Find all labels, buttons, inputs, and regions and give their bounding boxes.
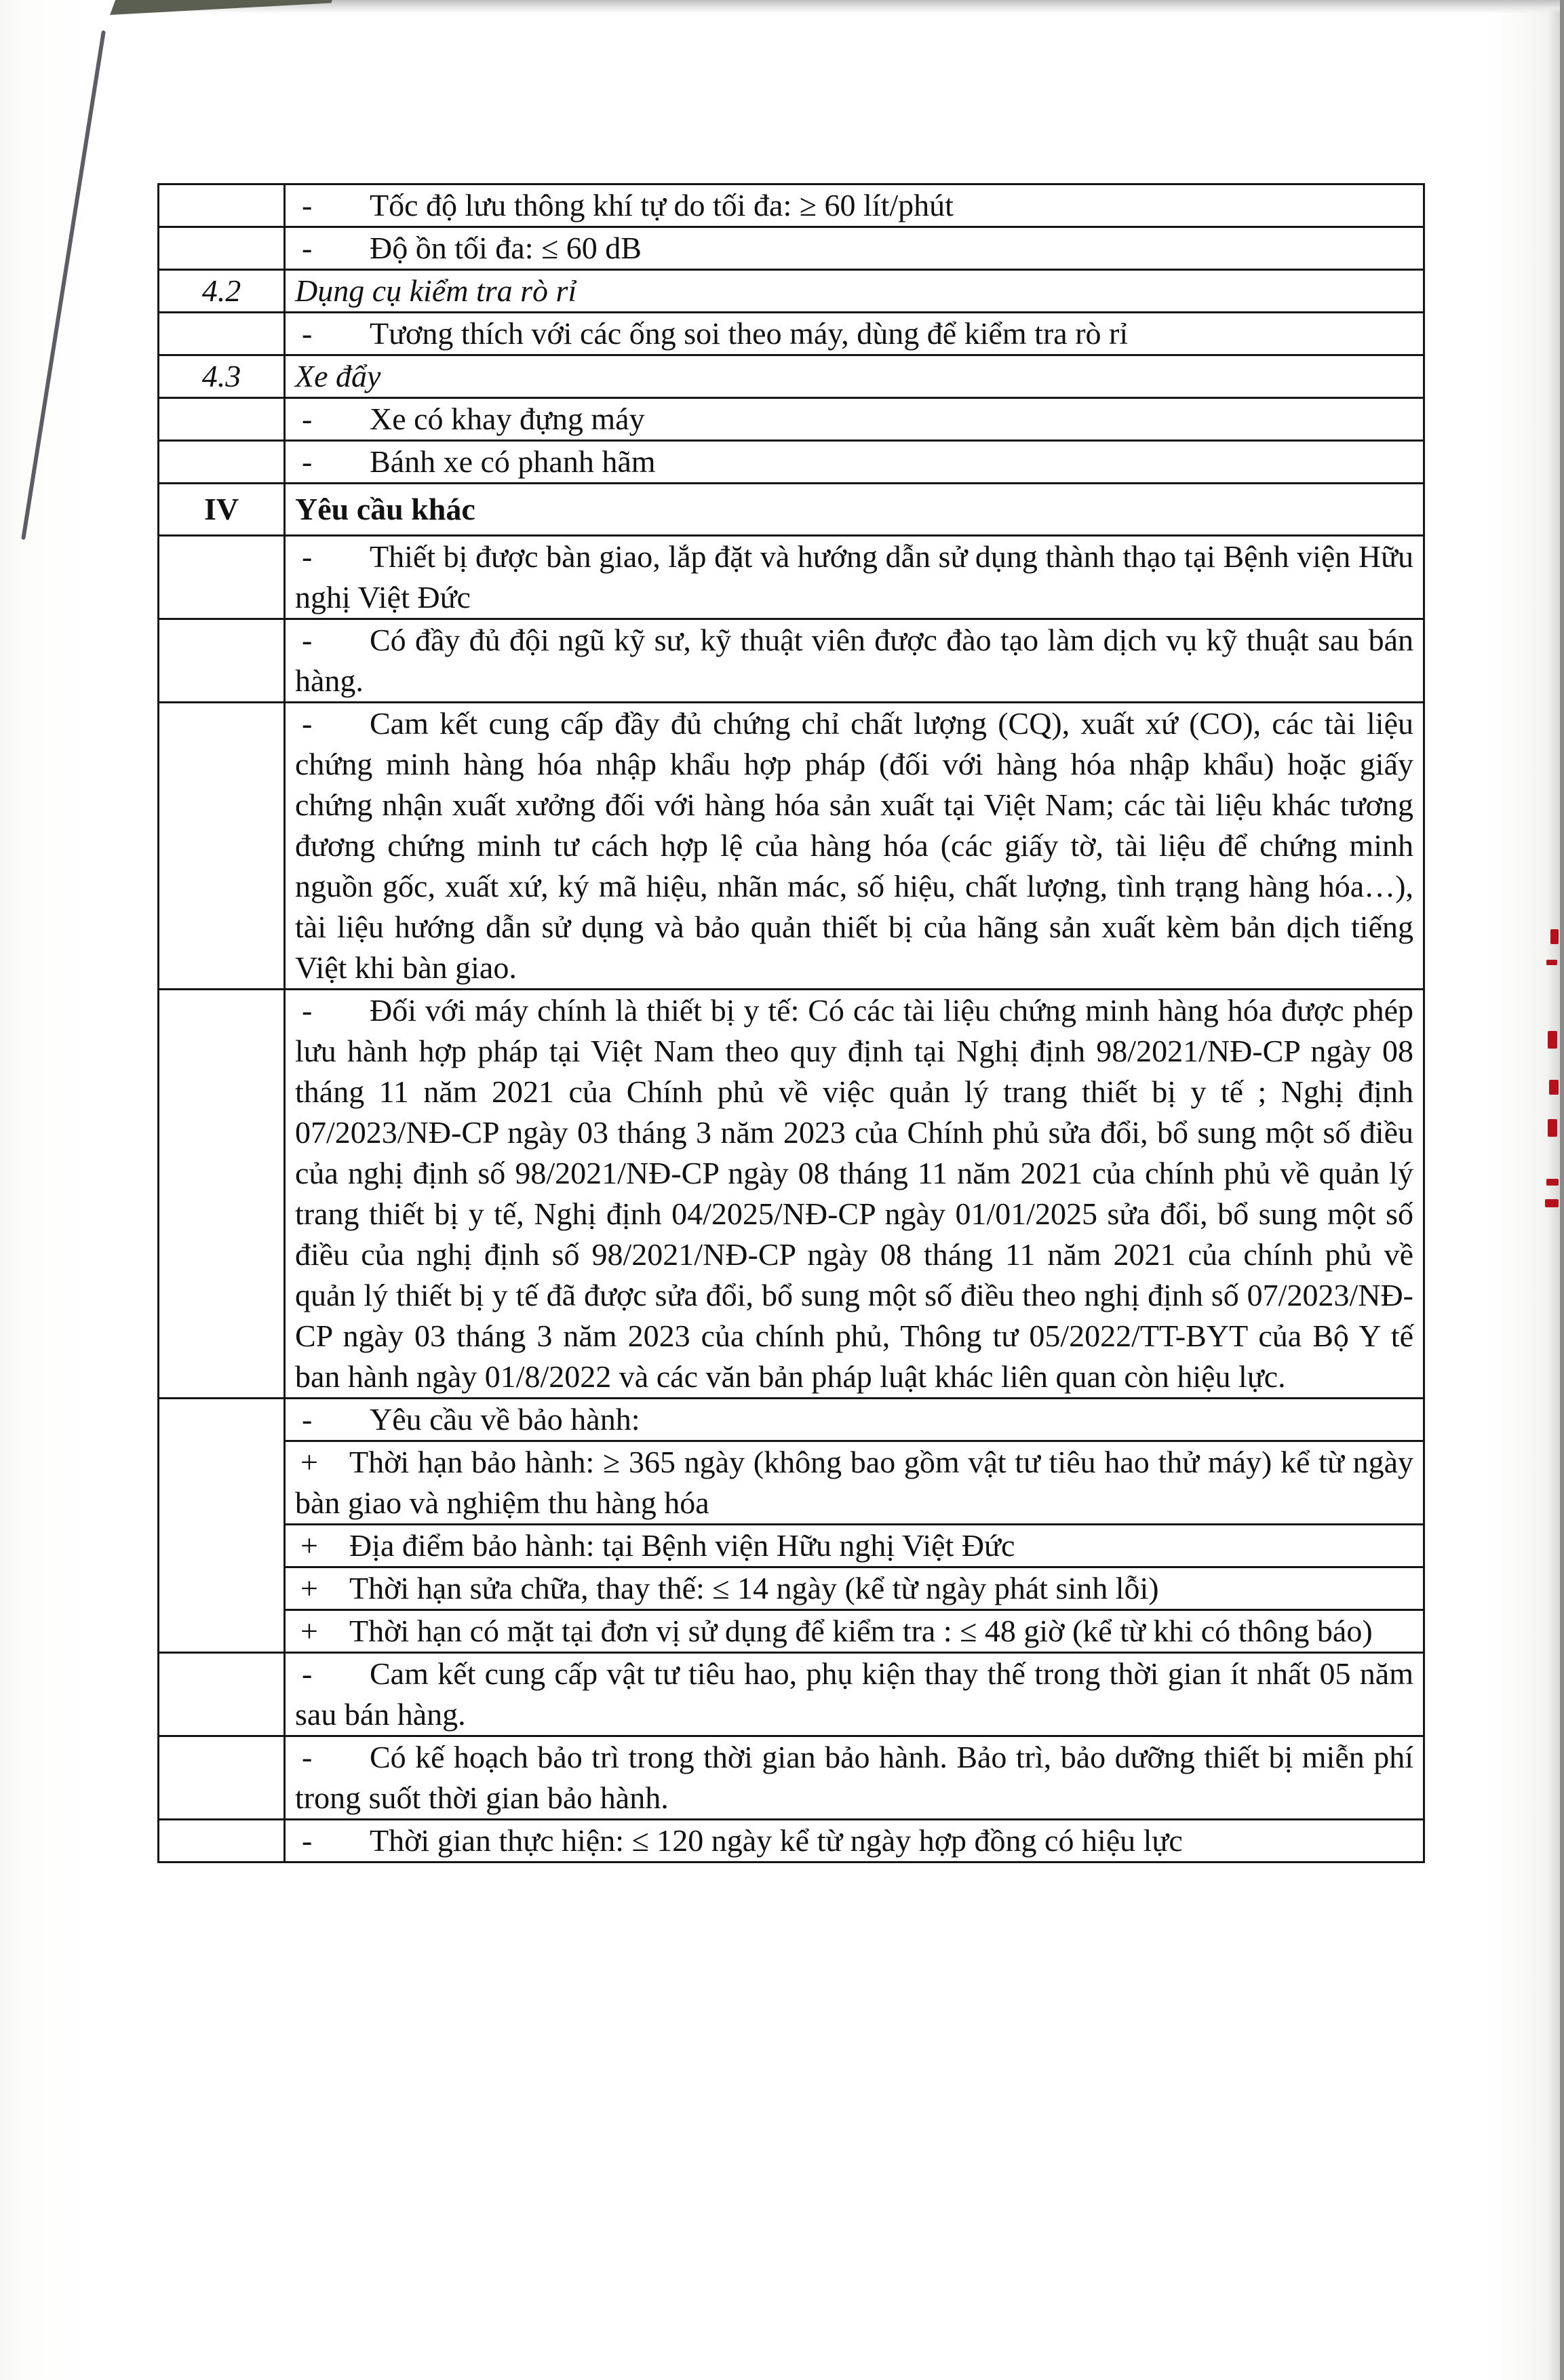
table-row xyxy=(159,1653,1424,1736)
dash-marker: - xyxy=(302,1823,313,1858)
row-text-cell xyxy=(285,1441,1424,1525)
table-row xyxy=(159,536,1424,619)
dash-marker: - xyxy=(302,402,313,436)
row-number-cell xyxy=(159,184,285,227)
row-text-cell xyxy=(285,536,1424,619)
table-row-warranty xyxy=(159,1567,1424,1610)
row-number-cell xyxy=(159,619,285,703)
item-number: 4.2 xyxy=(159,270,285,313)
requirement-engineers: Có đầy đủ đội ngũ kỹ sư, kỹ thuật viên được đào tạo làm dịch vụ kỹ thuật sau bán hàng. xyxy=(295,623,1413,698)
row-number-cell xyxy=(159,227,285,270)
row-text-cell xyxy=(285,619,1424,703)
table-row-subheading xyxy=(159,355,1424,398)
row-number-cell xyxy=(159,398,285,441)
section-number: IV xyxy=(159,484,285,536)
requirement-certificates: Cam kết cung cấp đầy đủ chứng chỉ chất lượng (CQ), xuất xứ (CO), các tài liệu chứng minh hàng hóa nhập khẩu hợp pháp (đối với hàng hóa nhập khẩu) hoặc giấy chứng nhận xuất xưởng đối với hàng hóa sản xuất tại Việt Nam; các tài liệu khác tương đương chứng minh tư cách hợp lệ của hàng hóa (các giấy tờ, tài liệu để chứng minh nguồn gốc, xuất xứ, ký mã hiệu, nhãn mác, số hiệu, chất lượng, tình trạng hàng hóa…), tài liệu hướng dẫn sử dụng và bảo quản thiết bị của hãng sản xuất kèm bản dịch tiếng Việt khi bàn giao. xyxy=(295,706,1413,985)
row-text-cell xyxy=(285,1653,1424,1736)
dash-marker: - xyxy=(302,316,313,351)
requirement-delivery-time: Thời gian thực hiện: ≤ 120 ngày kể từ ngày hợp đồng có hiệu lực xyxy=(370,1823,1183,1858)
item-number: 4.3 xyxy=(159,355,285,398)
dash-marker: - xyxy=(302,1402,313,1437)
table-row xyxy=(159,1399,1424,1441)
subheading-leak-tester: Dụng cụ kiểm tra rò rỉ xyxy=(285,270,1424,313)
row-text-cell xyxy=(285,184,1424,227)
row-text-cell xyxy=(285,441,1424,484)
row-text-cell xyxy=(285,227,1424,270)
table-row-warranty xyxy=(159,1441,1424,1525)
row-number-cell xyxy=(159,703,285,990)
table-row-subheading xyxy=(159,270,1424,313)
row-text-cell xyxy=(285,1820,1424,1862)
plus-marker: + xyxy=(300,1614,318,1648)
table-row xyxy=(159,441,1424,484)
table-row xyxy=(159,227,1424,270)
row-number-cell xyxy=(159,1653,285,1736)
row-text-cell xyxy=(285,1399,1424,1441)
row-number-cell xyxy=(159,1736,285,1820)
requirement-legal-documents: Đối với máy chính là thiết bị y tế: Có các tài liệu chứng minh hàng hóa được phép lưu hành hợp pháp tại Việt Nam theo quy định tại Nghị định 98/2021/NĐ-CP ngày 08 tháng 11 năm 2021 của Chính phủ về việc quản lý trang thiết bị y tế ; Nghị định 07/2023/NĐ-CP ngày 03 tháng 3 năm 2023 của Chính phủ sửa đổi, bổ sung một số điều của nghị định số 98/2021/NĐ-CP ngày 08 tháng 11 năm 2021 của chính phủ về quản lý trang thiết bị y tế, Nghị định 04/2025/NĐ-CP ngày 01/01/2025 sửa đổi, bổ sung một số điều của nghị định số 98/2021/NĐ-CP ngày 08 tháng 11 năm 2021 của chính phủ về quản lý thiết bị y tế đã được sửa đổi, bổ sung một số điều theo nghị định số 07/2023/NĐ-CP ngày 03 tháng 3 năm 2023 của chính phủ, Thông tư 05/2022/TT-BYT của Bộ Y tế ban hành ngày 01/8/2022 và các văn bản pháp luật khác liên quan còn hiệu lực. xyxy=(295,993,1413,1394)
page-top-shadow xyxy=(115,0,1564,14)
row-number-cell xyxy=(159,313,285,355)
plus-marker: + xyxy=(300,1445,318,1479)
spec-item-brake: Bánh xe có phanh hãm xyxy=(370,444,656,479)
dash-marker: - xyxy=(302,623,313,657)
spec-item-compatibility: Tương thích với các ống soi theo máy, dùng để kiểm tra rò rỉ xyxy=(370,316,1129,351)
row-number-cell xyxy=(159,1820,285,1862)
red-stamp-edge-marks xyxy=(1544,929,1560,1214)
table-row-warranty xyxy=(159,1525,1424,1567)
plus-marker: + xyxy=(300,1571,318,1605)
table-row xyxy=(159,703,1424,990)
table-row xyxy=(159,990,1424,1399)
table-row xyxy=(159,184,1424,227)
dash-marker: - xyxy=(302,539,313,574)
row-text-cell xyxy=(285,313,1424,355)
row-text-cell xyxy=(285,1567,1424,1610)
row-text-cell xyxy=(285,1525,1424,1567)
warranty-heading: Yêu cầu về bảo hành: xyxy=(370,1402,640,1437)
section-title: Yêu cầu khác xyxy=(285,484,1424,536)
spec-item-tray: Xe có khay đựng máy xyxy=(370,402,645,436)
dash-marker: - xyxy=(302,1656,313,1691)
row-number-cell xyxy=(159,536,285,619)
dash-marker: - xyxy=(302,1740,313,1774)
table-row xyxy=(159,313,1424,355)
dash-marker: - xyxy=(302,444,313,479)
subheading-cart: Xe đẩy xyxy=(285,355,1424,398)
dash-marker: - xyxy=(302,188,313,222)
spec-item-airflow: Tốc độ lưu thông khí tự do tối đa: ≥ 60 lít/phút xyxy=(370,188,954,222)
warranty-response-time: Thời hạn có mặt tại đơn vị sử dụng để kiểm tra : ≤ 48 giờ (kể từ khi có thông báo) xyxy=(349,1614,1373,1648)
page-right-edge xyxy=(1560,0,1564,2380)
dash-marker: - xyxy=(302,706,313,741)
warranty-location: Địa điểm bảo hành: tại Bệnh viện Hữu nghị Việt Đức xyxy=(349,1528,1015,1563)
row-text-cell xyxy=(285,990,1424,1399)
row-text-cell xyxy=(285,1610,1424,1653)
table-row-warranty xyxy=(159,1610,1424,1653)
specification-table xyxy=(157,183,1425,1863)
requirement-consumables: Cam kết cung cấp vật tư tiêu hao, phụ kiện thay thế trong thời gian ít nhất 05 năm sau bán hàng. xyxy=(295,1656,1413,1732)
dash-marker: - xyxy=(302,231,313,265)
row-text-cell xyxy=(285,398,1424,441)
warranty-repair-time: Thời hạn sửa chữa, thay thế: ≤ 14 ngày (kể từ ngày phát sinh lỗi) xyxy=(349,1571,1159,1605)
row-text-cell xyxy=(285,1736,1424,1820)
table-row xyxy=(159,1820,1424,1862)
spec-item-noise: Độ ồn tối đa: ≤ 60 dB xyxy=(370,231,642,265)
table-row xyxy=(159,398,1424,441)
requirement-handover: Thiết bị được bàn giao, lắp đặt và hướng dẫn sử dụng thành thạo tại Bệnh viện Hữu nghị Việt Đức xyxy=(295,539,1413,614)
requirement-maintenance: Có kế hoạch bảo trì trong thời gian bảo hành. Bảo trì, bảo dưỡng thiết bị miễn phí trong suốt thời gian bảo hành. xyxy=(295,1740,1413,1815)
row-text-cell xyxy=(285,703,1424,990)
row-number-cell xyxy=(159,1399,285,1653)
plus-marker: + xyxy=(300,1528,318,1563)
table-row xyxy=(159,1736,1424,1820)
dash-marker: - xyxy=(302,993,313,1028)
table-row-section xyxy=(159,484,1424,536)
warranty-period: Thời hạn bảo hành: ≥ 365 ngày (không bao gồm vật tư tiêu hao thử máy) kể từ ngày bàn giao và nghiệm thu hàng hóa xyxy=(295,1445,1413,1520)
row-number-cell xyxy=(159,441,285,484)
row-number-cell xyxy=(159,990,285,1399)
table-row xyxy=(159,619,1424,703)
